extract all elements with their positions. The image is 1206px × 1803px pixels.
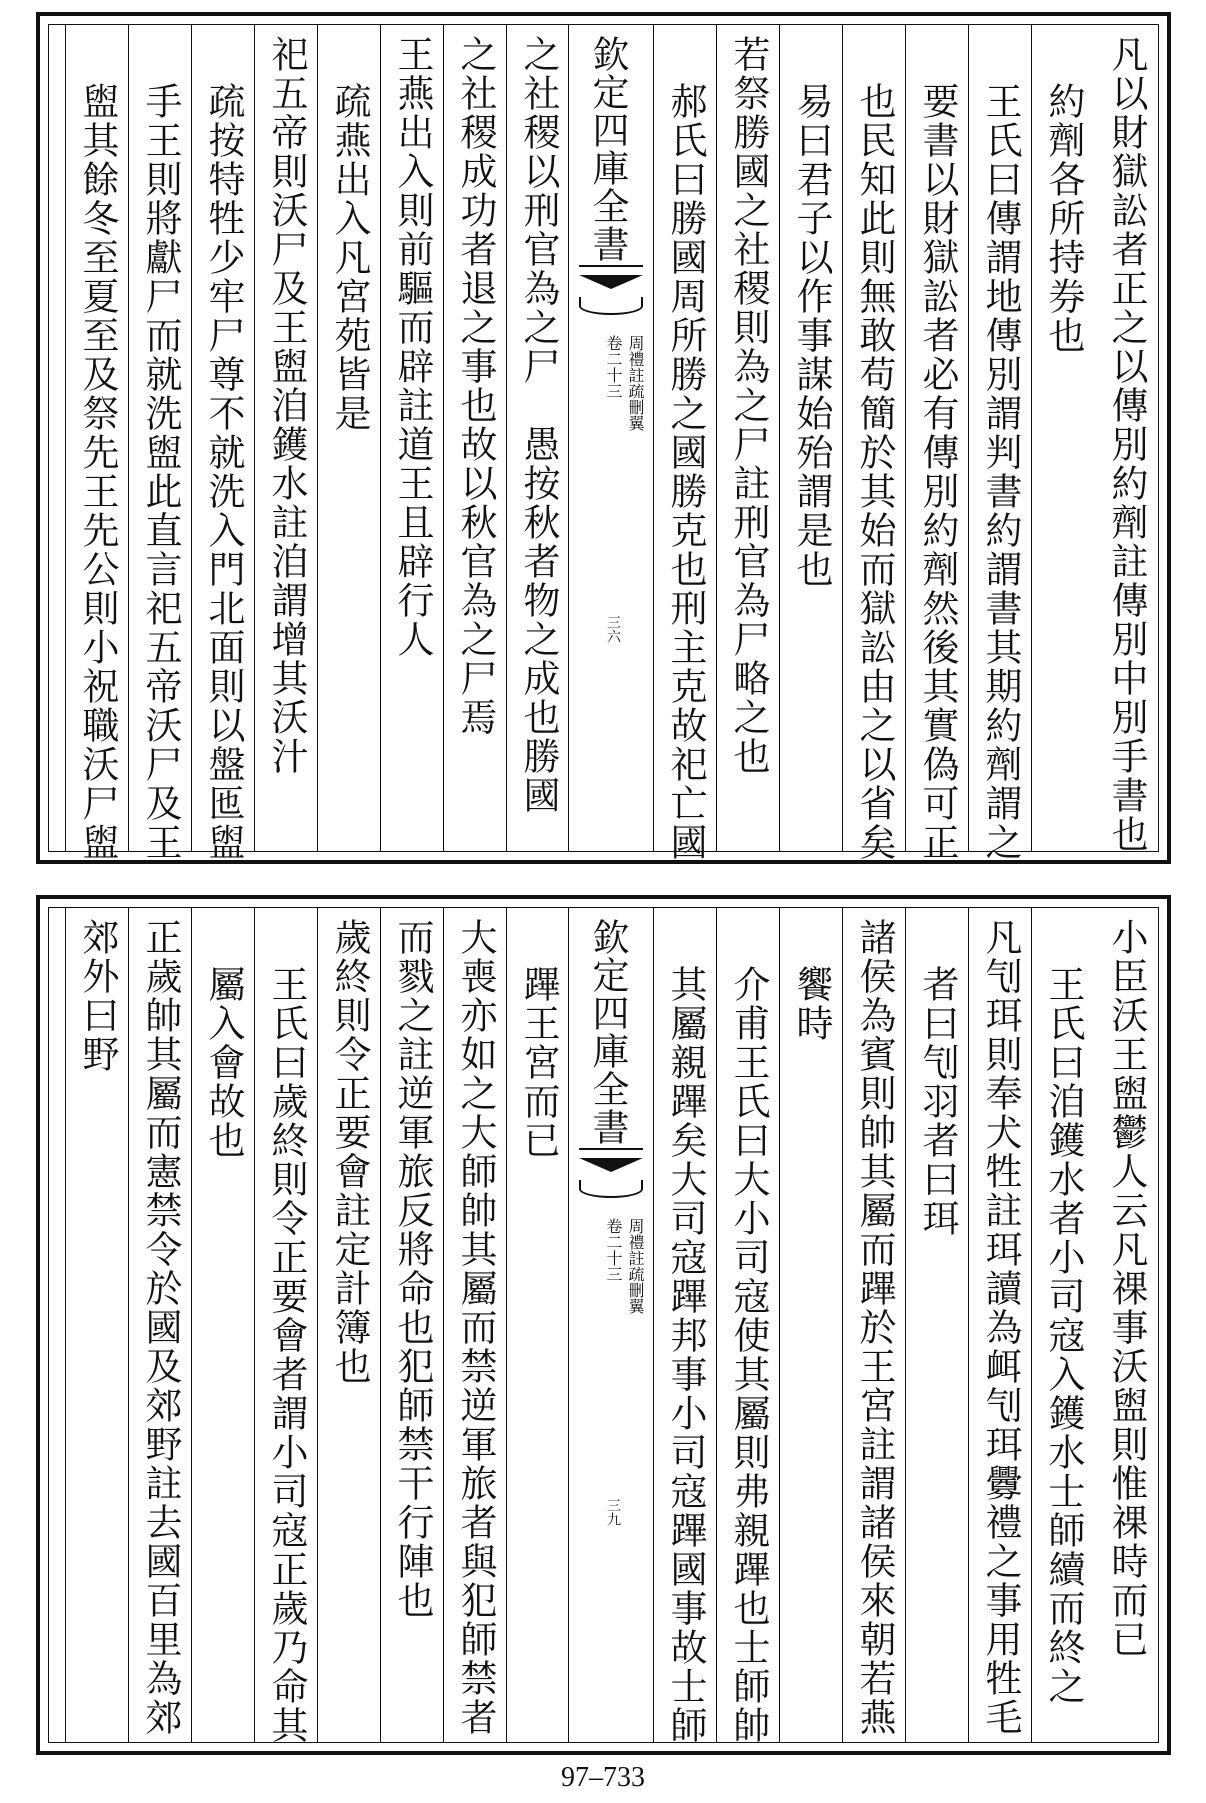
column-text: 大喪亦如之大師帥其屬而禁逆軍旅者與犯師禁者 [454,918,497,1737]
text-column [191,25,255,862]
column-text: 歲終則令正要會註定計簿也 [328,918,371,1386]
source-title: 周禮註疏刪翼 [626,335,645,431]
column-text: 之社稷以刑官為之尸 愚按秋者物之成也勝國 [517,35,560,815]
text-column [716,908,780,1745]
fish-tail-ornament [579,265,643,323]
text-column [1031,25,1095,851]
text-column [905,25,969,862]
text-column [254,25,318,851]
column-text: 要書以財獄訟者必有傳別約劑然後其實偽可正 [916,82,959,862]
column-text: 王氏曰傳謂地傳別謂判書約謂書其期約劑謂之 [979,82,1022,862]
column-text: 郝氏曰勝國周所勝之國勝克也刑主克故祀亡國 [664,82,707,862]
volume-label: 卷二十三 [604,1218,623,1282]
column-text: 之社稷成功者退之事也故以秋官為之尸焉 [454,35,497,737]
page-code-footer: 97–733 [561,1762,645,1793]
page-number: 三六 [605,615,621,643]
column-text: 約劑各所持券也 [1042,82,1085,355]
text-column [65,25,129,862]
text-column [128,25,192,862]
text-column [842,25,906,862]
text-column [380,908,444,1742]
text-column [380,25,444,851]
column-text: 其屬親蹕矣大司寇蹕邦事小司寇蹕國事故士師 [664,965,707,1745]
column-text: 也民知此則無敢苟簡於其始而獄訟由之以省矣 [853,82,896,862]
column-text: 祀五帝則沃尸及王盥洎鑊水註洎謂增其沃汁 [265,35,308,776]
column-text: 手王則將獻尸而就洗盥此直言祀五帝沃尸及王 [139,82,182,862]
source-title: 周禮註疏刪翼 [626,1218,645,1314]
text-column [254,908,318,1745]
column-text: 介甫王氏曰大小司寇使其屬則弗親蹕也士師帥 [727,965,770,1745]
text-column [968,25,1032,862]
column-text: 饗時 [790,965,833,1043]
text-column [1031,908,1095,1742]
column-text: 易曰君子以作事謀始殆謂是也 [790,82,833,589]
column-text: 而戮之註逆軍旅反將命也犯師禁干行陣也 [391,918,434,1620]
volume-label: 卷二十三 [604,335,623,399]
text-column [905,908,969,1742]
text-column [443,908,507,1742]
text-column [716,25,780,851]
column-text: 屬入會故也 [202,965,245,1160]
center-gutter [568,908,654,1742]
text-column [1095,25,1158,854]
fish-tail-ornament [579,1148,643,1206]
top-page-inner-border [48,24,1159,862]
text-column [779,908,843,1742]
column-text: 疏燕出入凡宮苑皆是 [328,82,371,433]
text-column [506,908,570,1742]
column-text: 凡以財獄訟者正之以傳別約劑註傳別中別手書也 [1105,35,1148,854]
text-column [779,25,843,851]
book-title: 欽定四庫全書 [586,918,629,1146]
column-text: 疏按特牲少牢尸尊不就洗入門北面則以盤匜盥 [202,82,245,862]
book-title: 欽定四庫全書 [586,35,629,263]
column-text: 盥其餘冬至夏至及祭先王先公則小祝職沃尸盥 [76,82,119,862]
text-column [968,908,1032,1742]
column-text: 凡刏珥則奉犬牲註珥讀為衈刏珥釁禮之事用牲毛 [979,918,1022,1737]
column-text: 小臣沃王盥鬱人云凡祼事沃盥則惟祼時而已 [1105,918,1148,1659]
text-column [653,25,717,862]
text-column [317,908,381,1742]
bottom-page-inner-border [48,907,1159,1743]
center-gutter [568,25,654,851]
column-text: 郊外曰野 [76,918,119,1074]
text-column [317,25,381,851]
column-text: 蹕王宮而已 [517,965,560,1160]
text-column [1095,908,1158,1742]
text-column [443,25,507,851]
text-column [128,908,192,1742]
bottom-page-frame [36,895,1171,1755]
page-number: 三九 [605,1498,621,1526]
column-text: 王氏曰歲終則令正要會者謂小司寇正歲乃命其 [265,965,308,1745]
column-text: 王燕出入則前驅而辟註道王且辟行人 [391,35,434,659]
column-text: 正歲帥其屬而憲禁令於國及郊野註去國百里為郊 [139,918,182,1737]
text-column [65,908,129,1742]
column-text: 王氏曰洎鑊水者小司寇入鑊水士師續而終之 [1042,965,1085,1706]
text-column [191,908,255,1742]
top-page-frame [36,12,1171,864]
column-text: 諸侯為賓則帥其屬而蹕於王宮註謂諸侯來朝若燕 [853,918,896,1737]
text-column [842,908,906,1742]
column-text: 者曰刏羽者曰珥 [916,965,959,1238]
column-text: 若祭勝國之社稷則為之尸註刑官為尸略之也 [727,35,770,776]
text-column [653,908,717,1745]
text-column [506,25,570,851]
